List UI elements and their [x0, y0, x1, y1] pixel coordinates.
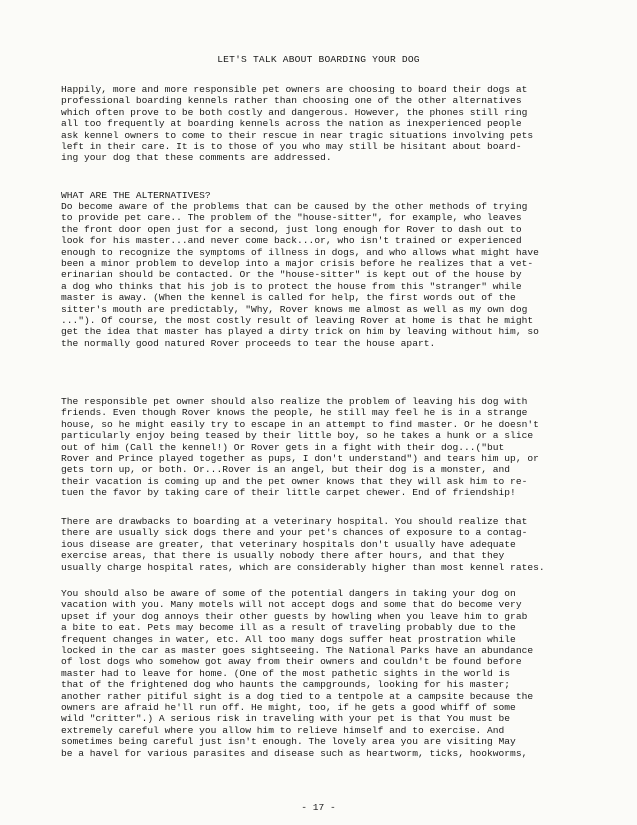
text-line: professional boarding kennels rather than choosing one of the other alternatives — [61, 95, 522, 107]
text-line: the front door open just for a second, just long enough for Rover to dash out to — [61, 223, 522, 235]
text-line: look for his master...and never come back...or, who isn't trained or experienced — [61, 235, 522, 247]
text-line: ask kennel owners to come to their rescue in near tragic situations involving pets — [61, 129, 534, 141]
text-line: house, so he might easily try to escape in an attempt to find master. Or he doesn't — [61, 418, 539, 430]
text-line: a bite to eat. Pets may become ill as a result of traveling probably due to the — [61, 622, 516, 634]
text-line: usually charge hospital rates, which are considerably higher than most kennel rates. — [61, 561, 545, 573]
text-line: a dog who thinks that his job is to protect the house from this "stranger" while — [61, 280, 522, 292]
text-line: locked in the car as master goes sightseeing. The National Parks have an abundance — [61, 645, 534, 657]
text-line: Happily, more and more responsible pet owners are choosing to board their dogs at — [61, 84, 528, 95]
paragraph-intro — [61, 84, 595, 164]
text-line: exercise areas, that there is usually nobody there after hours, and that they — [61, 550, 505, 562]
text-line: Do become aware of the problems that can be caused by the other methods of trying — [61, 201, 528, 212]
heading-text: WHAT ARE THE ALTERNATIVES? — [61, 190, 211, 201]
text-line: The responsible pet owner should also realize the problem of leaving his dog with — [61, 396, 528, 407]
text-line: You should also be aware of some of the potential dangers in taking your dog on — [61, 588, 516, 599]
text-line: There are drawbacks to boarding at a veterinary hospital. You should realize that — [61, 516, 528, 527]
text-line: to provide pet care.. The problem of the "house-sitter", for example, who leaves — [61, 212, 522, 224]
section-heading — [61, 190, 595, 201]
text-line: wild "critter".) A serious risk in traveling with your pet is that You must be — [61, 713, 511, 725]
text-line: frequent changes in water, etc. All too many dogs suffer heat prostration while — [61, 633, 516, 645]
text-line: erinarian should be contacted. Or the "house-sitter" is kept out of the house by — [61, 269, 522, 281]
paragraph-veterinary — [61, 516, 595, 573]
text-line: sometimes being careful just isn't enough. The lovely area you are visiting May — [61, 736, 516, 748]
text-line: another rather pitiful sight is a dog tied to a tentpole at a campsite because the — [61, 690, 534, 702]
text-line: gets torn up, or both. Or...Rover is an angel, but their dog is a monster, and — [61, 464, 511, 476]
text-line: which often prove to be both costly and dangerous. However, the phones still ring — [61, 106, 528, 118]
text-line: left in their care. It is to those of you who may still be hisitant about board- — [61, 141, 522, 153]
text-line: that of the frightened dog who haunts the campgrounds, looking for his master; — [61, 679, 511, 691]
page-number: - 17 - — [301, 802, 336, 813]
paragraph-friends — [61, 396, 595, 499]
text-line: enough to recognize the symptoms of illness in dogs, and who allows what might have — [61, 246, 539, 258]
text-line: tuen the favor by taking care of their little carpet chewer. End of friendship! — [61, 487, 516, 499]
text-line: get the idea that master has played a dirty trick on him by leaving without him, so — [61, 326, 539, 338]
text-line: of lost dogs who somehow got away from their owners and couldn't be found before — [61, 656, 522, 668]
text-line: friends. Even though Rover knows the people, he still may feel he is in a strange — [61, 407, 528, 419]
text-line: out of him (Call the kennel!) Or Rover gets in a fight with their dog...("but — [61, 441, 505, 453]
text-line: vacation with you. Many motels will not accept dogs and some that do become very — [61, 599, 522, 611]
text-line: been a minor problem to develop into a major crisis before he realizes that a vet- — [61, 258, 534, 270]
text-line: extremely careful where you allow him to relieve himself and to exercise. And — [61, 724, 505, 736]
paragraph-vacation — [61, 588, 595, 759]
text-line: owners are afraid he'll run off. He might, too, if he gets a good whiff of some — [61, 702, 516, 714]
document-title: LET'S TALK ABOUT BOARDING YOUR DOG — [217, 54, 420, 65]
text-line: there are usually sick dogs there and your pet's chances of exposure to a contag- — [61, 527, 528, 539]
text-line: be a havel for various parasites and disease such as heartworm, ticks, hookworms, — [61, 747, 528, 759]
text-line: ..."). Of course, the most costly result of leaving Rover at home is that he might — [61, 315, 534, 327]
text-line: master had to leave for home. (One of the most pathetic sights in the world is — [61, 667, 511, 679]
text-line: the normally good natured Rover proceeds to tear the house apart. — [61, 337, 436, 349]
text-line: ious disease are greater, that veterinary hospitals don't usually have adequate — [61, 538, 516, 550]
paragraph-house-sitter — [61, 201, 595, 349]
text-line: master is away. (When the kennel is called for help, the first words out of the — [61, 292, 516, 304]
text-line: Rover and Prince played together as pups, I don't understand") and tears him up, or — [61, 453, 539, 465]
text-line: all too frequently at boarding kennels across the nation as inexperienced people — [61, 118, 522, 130]
text-line: upset if your dog annoys their other guests by howling when you leave him to grab — [61, 610, 528, 622]
text-line: ing your dog that these comments are addressed. — [61, 152, 332, 164]
text-line: particularly enjoy being teased by their little boy, so he takes a hunk or a slice — [61, 430, 534, 442]
text-line: their vacation is coming up and the pet owner knows that they will ask him to re- — [61, 475, 528, 487]
text-line: sitter's mouth are predictably, "Why, Rover knows me almost as well as my own dog — [61, 303, 528, 315]
